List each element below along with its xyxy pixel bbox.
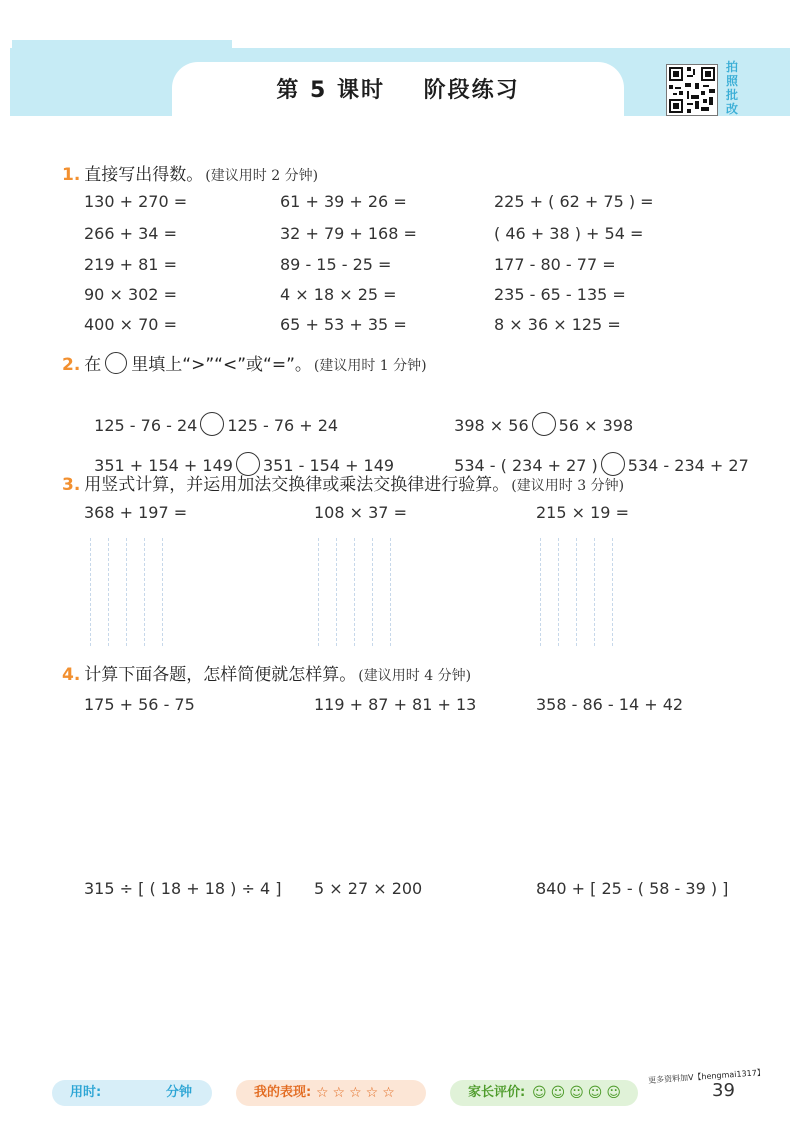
q1-item: 8 × 36 × 125 = — [494, 315, 621, 334]
q2-compare-row — [84, 393, 338, 436]
q2-text-post: 里填上“>”“<”或“=”。 — [131, 355, 312, 375]
q4-item: 840 + [ 25 - ( 58 - 39 ) ] — [536, 879, 729, 898]
q1-item: 65 + 53 + 35 = — [280, 315, 407, 334]
work-guide-line — [354, 538, 355, 646]
q2-right-expr: 125 - 76 + 24 — [227, 416, 339, 435]
q4-text: 计算下面各题，怎样简便就怎样算。 — [84, 665, 357, 685]
page-number: 39 — [712, 1080, 735, 1101]
q3-title — [62, 470, 624, 495]
work-guide-line — [144, 538, 145, 646]
qr-caption: 拍照批改 — [725, 60, 738, 116]
time-used-label: 用时: — [70, 1085, 102, 1100]
q1-item: 177 - 80 - 77 = — [494, 255, 616, 274]
q4-number: 4. — [62, 665, 81, 685]
work-guide-line — [390, 538, 391, 646]
q3-text: 用竖式计算，并运用加法交换律或乘法交换律进行验算。 — [84, 475, 510, 495]
work-guide-line — [162, 538, 163, 646]
q4-item: 5 × 27 × 200 — [314, 879, 423, 898]
q2-right-expr: 351 - 154 + 149 — [262, 456, 395, 475]
q3-item: 368 + 197 = — [84, 503, 188, 522]
work-guide-line — [126, 538, 127, 646]
q2-left-expr: 125 - 76 - 24 — [94, 416, 198, 435]
q4-item: 315 ÷ [ ( 18 + 18 ) ÷ 4 ] — [84, 879, 282, 898]
performance-box — [236, 1080, 426, 1106]
work-guide-line — [108, 538, 109, 646]
q1-item: 235 - 65 - 135 = — [494, 285, 626, 304]
q1-text: 直接写出得数。 — [84, 165, 204, 185]
time-used-box — [52, 1080, 212, 1106]
q4-hint: (建议用时 4 分钟) — [358, 668, 472, 684]
qr-code-icon[interactable] — [666, 64, 718, 116]
q2-title — [62, 350, 427, 375]
q2-hint: (建议用时 1 分钟) — [313, 358, 427, 374]
q1-item: 61 + 39 + 26 = — [280, 192, 407, 211]
q1-item: 266 + 34 = — [84, 224, 177, 243]
q1-item: 400 × 70 = — [84, 315, 177, 334]
q1-item: 219 + 81 = — [84, 255, 177, 274]
q4-title — [62, 660, 471, 685]
work-guide-line — [558, 538, 559, 646]
q1-number: 1. — [62, 165, 81, 185]
q1-item: 225 + ( 62 + 75 ) = — [494, 192, 654, 211]
q3-item: 215 × 19 = — [536, 503, 629, 522]
q2-text-pre: 在 — [84, 355, 102, 375]
q4-item: 119 + 87 + 81 + 13 — [314, 695, 477, 714]
parent-review-label: 家长评价: — [468, 1085, 526, 1100]
work-guide-line — [594, 538, 595, 646]
q3-hint: (建议用时 3 分钟) — [511, 478, 625, 494]
work-guide-line — [540, 538, 541, 646]
watermark: 更多资料加V【hengmai1317】 — [647, 1067, 766, 1086]
work-guide-line — [90, 538, 91, 646]
work-guide-line — [612, 538, 613, 646]
q2-left-expr: 534 - ( 234 + 27 ) — [454, 456, 598, 475]
q3-item: 108 × 37 = — [314, 503, 407, 522]
q2-right-expr: 534 - 234 + 27 — [627, 456, 749, 475]
q2-left-expr: 351 + 154 + 149 — [94, 456, 233, 475]
time-used-unit: 分钟 — [166, 1085, 193, 1100]
smiley-face-icons[interactable]: ☺☺☺☺☺ — [532, 1085, 625, 1101]
page-title: 第 5 课时 阶段练习 — [276, 78, 520, 103]
q2-left-expr: 398 × 56 — [454, 416, 529, 435]
q1-hint: (建议用时 2 分钟) — [205, 168, 319, 184]
q1-item: 4 × 18 × 25 = — [280, 285, 397, 304]
q1-item: 32 + 79 + 168 = — [280, 224, 417, 243]
work-guide-line — [336, 538, 337, 646]
q1-item: ( 46 + 38 ) + 54 = — [494, 224, 644, 243]
q2-compare-row — [444, 393, 633, 436]
work-guide-line — [318, 538, 319, 646]
performance-label: 我的表现: — [254, 1085, 312, 1100]
q3-number: 3. — [62, 475, 81, 495]
q1-item: 90 × 302 = — [84, 285, 177, 304]
parent-review-box — [450, 1080, 638, 1106]
circle-blank-icon — [105, 352, 127, 374]
q4-item: 358 - 86 - 14 + 42 — [536, 695, 684, 714]
work-guide-line — [576, 538, 577, 646]
q1-item: 89 - 15 - 25 = — [280, 255, 392, 274]
q1-title — [62, 160, 318, 185]
star-rating-icons[interactable]: ☆☆☆☆☆ — [316, 1085, 399, 1101]
work-guide-line — [372, 538, 373, 646]
q2-right-expr: 56 × 398 — [558, 416, 634, 435]
q2-number: 2. — [62, 355, 81, 375]
q1-item: 130 + 270 = — [84, 192, 188, 211]
q4-item: 175 + 56 - 75 — [84, 695, 195, 714]
